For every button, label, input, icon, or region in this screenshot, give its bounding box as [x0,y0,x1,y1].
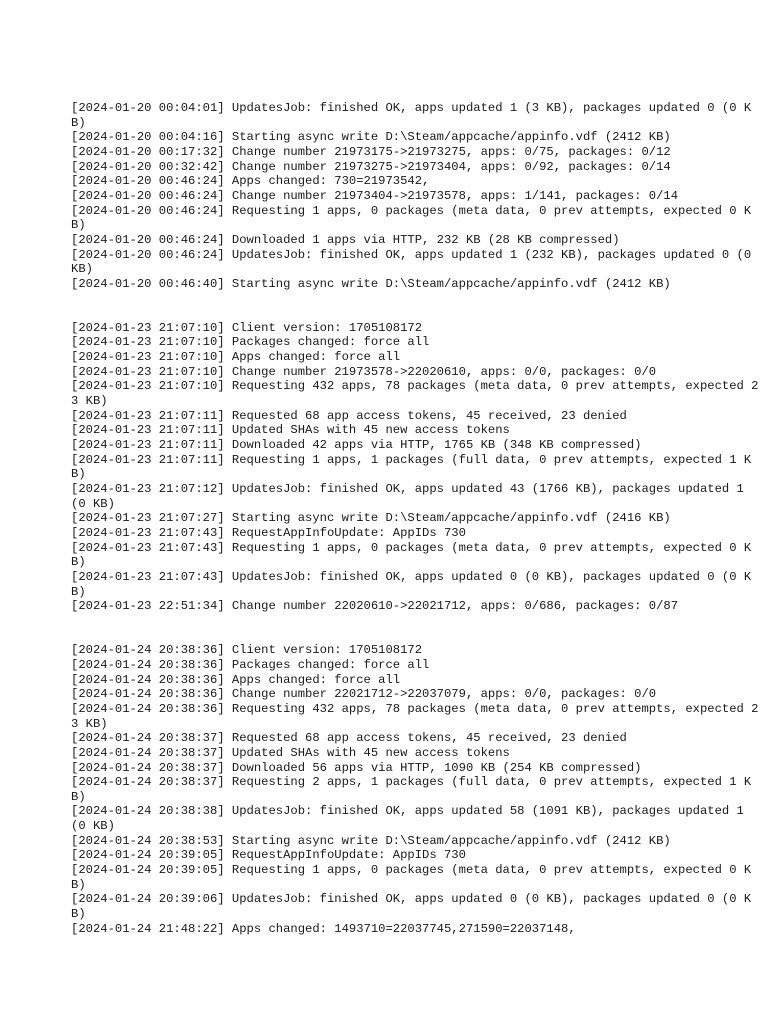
log-line: [2024-01-23 21:07:11] Requesting 1 apps, 1 packages (full data, 0 prev attempts, expected 1 KB) [71,452,752,482]
log-line: [2024-01-20 00:46:24] Change number 21973404->21973578, apps: 1/141, packages: 0/14 [71,188,679,203]
log-line: [2024-01-24 20:38:37] Requesting 2 apps, 1 packages (full data, 0 prev attempts, expected 1 KB) [71,775,752,804]
log-line: [2024-01-24 20:38:36] Requesting 432 apps, 78 packages (meta data, 0 prev attempts, expected 23 KB) [71,701,759,731]
log-line: [2024-01-24 20:38:37] Updated SHAs with 45 new access tokens [71,745,510,760]
log-line: [2024-01-23 21:07:43] UpdatesJob: finished OK, apps updated 0 (0 KB), packages updated 0 (0 KB) [71,569,752,599]
log-line: [2024-01-20 00:46:40] Starting async write D:\Steam/appcache/appinfo.vdf (2412 KB) [71,276,671,291]
log-line: [2024-01-24 20:39:06] UpdatesJob: finished OK, apps updated 0 (0 KB), packages updated 0 (0 KB) [71,892,752,922]
log-line: [2024-01-24 20:38:37] Requested 68 app access tokens, 45 received, 23 denied [71,731,627,746]
log-line: [2024-01-23 21:07:11] Requested 68 app access tokens, 45 received, 23 denied [71,408,627,423]
log-line: [2024-01-24 20:38:36] Apps changed: force all [71,672,401,687]
log-line: [2024-01-23 22:51:34] Change number 22020610->22021712, apps: 0/686, packages: 0/87 [71,599,679,614]
log-block [71,321,761,614]
log-line: [2024-01-20 00:46:24] Requesting 1 apps, 0 packages (meta data, 0 prev attempts, expected 0 KB) [71,203,752,233]
log-line: [2024-01-23 21:07:11] Updated SHAs with 45 new access tokens [71,423,510,438]
log-line: [2024-01-23 21:07:10] Client version: 1705108172 [71,320,423,335]
log-line: [2024-01-24 20:38:53] Starting async write D:\Steam/appcache/appinfo.vdf (2412 KB) [71,833,671,848]
log-line: [2024-01-23 21:07:10] Apps changed: force all [71,350,401,365]
log-line: [2024-01-20 00:17:32] Change number 21973175->21973275, apps: 0/75, packages: 0/12 [71,144,671,159]
log-line: [2024-01-24 20:38:36] Packages changed: force all [71,657,430,672]
log-line: [2024-01-24 20:38:38] UpdatesJob: finished OK, apps updated 58 (1091 KB), packages updated 1 (0 KB) [71,804,752,834]
log-line: [2024-01-24 20:39:05] RequestAppInfoUpdate: AppIDs 730 [71,848,466,863]
log-line: [2024-01-20 00:04:01] UpdatesJob: finished OK, apps updated 1 (3 KB), packages updated 0 (0 KB) [71,101,752,130]
log-line: [2024-01-23 21:07:10] Change number 21973578->22020610, apps: 0/0, packages: 0/0 [71,364,657,379]
log-line: [2024-01-23 21:07:27] Starting async write D:\Steam/appcache/appinfo.vdf (2416 KB) [71,511,671,526]
log-line: [2024-01-24 20:38:36] Change number 22021712->22037079, apps: 0/0, packages: 0/0 [71,687,657,702]
log-line: [2024-01-24 21:48:22] Apps changed: 1493710=22037745,271590=22037148, [71,921,576,936]
log-line: [2024-01-20 00:46:24] Apps changed: 730=21973542, [71,174,430,189]
log-line: [2024-01-20 00:32:42] Change number 21973275->21973404, apps: 0/92, packages: 0/14 [71,159,671,174]
log-document [71,101,761,966]
log-block [71,643,761,936]
log-line: [2024-01-24 20:38:36] Client version: 1705108172 [71,643,423,658]
log-block [71,101,761,292]
log-line: [2024-01-23 21:07:43] Requesting 1 apps, 0 packages (meta data, 0 prev attempts, expected 0 KB) [71,540,752,570]
log-line: [2024-01-23 21:07:43] RequestAppInfoUpdate: AppIDs 730 [71,526,466,541]
log-line: [2024-01-20 00:04:16] Starting async write D:\Steam/appcache/appinfo.vdf (2412 KB) [71,130,671,145]
log-line: [2024-01-20 00:46:24] UpdatesJob: finished OK, apps updated 1 (232 KB), packages updated 0 (0 KB) [71,247,759,277]
log-line: [2024-01-24 20:39:05] Requesting 1 apps, 0 packages (meta data, 0 prev attempts, expected 0 KB) [71,863,752,892]
log-line: [2024-01-24 20:38:37] Downloaded 56 apps via HTTP, 1090 KB (254 KB compressed) [71,760,642,775]
log-line: [2024-01-23 21:07:10] Requesting 432 apps, 78 packages (meta data, 0 prev attempts, expected 23 KB) [71,379,759,409]
log-line: [2024-01-23 21:07:12] UpdatesJob: finished OK, apps updated 43 (1766 KB), packages updated 1 (0 KB) [71,482,752,511]
log-line: [2024-01-23 21:07:10] Packages changed: force all [71,335,430,350]
log-line: [2024-01-20 00:46:24] Downloaded 1 apps via HTTP, 232 KB (28 KB compressed) [71,232,620,247]
log-line: [2024-01-23 21:07:11] Downloaded 42 apps via HTTP, 1765 KB (348 KB compressed) [71,438,642,453]
